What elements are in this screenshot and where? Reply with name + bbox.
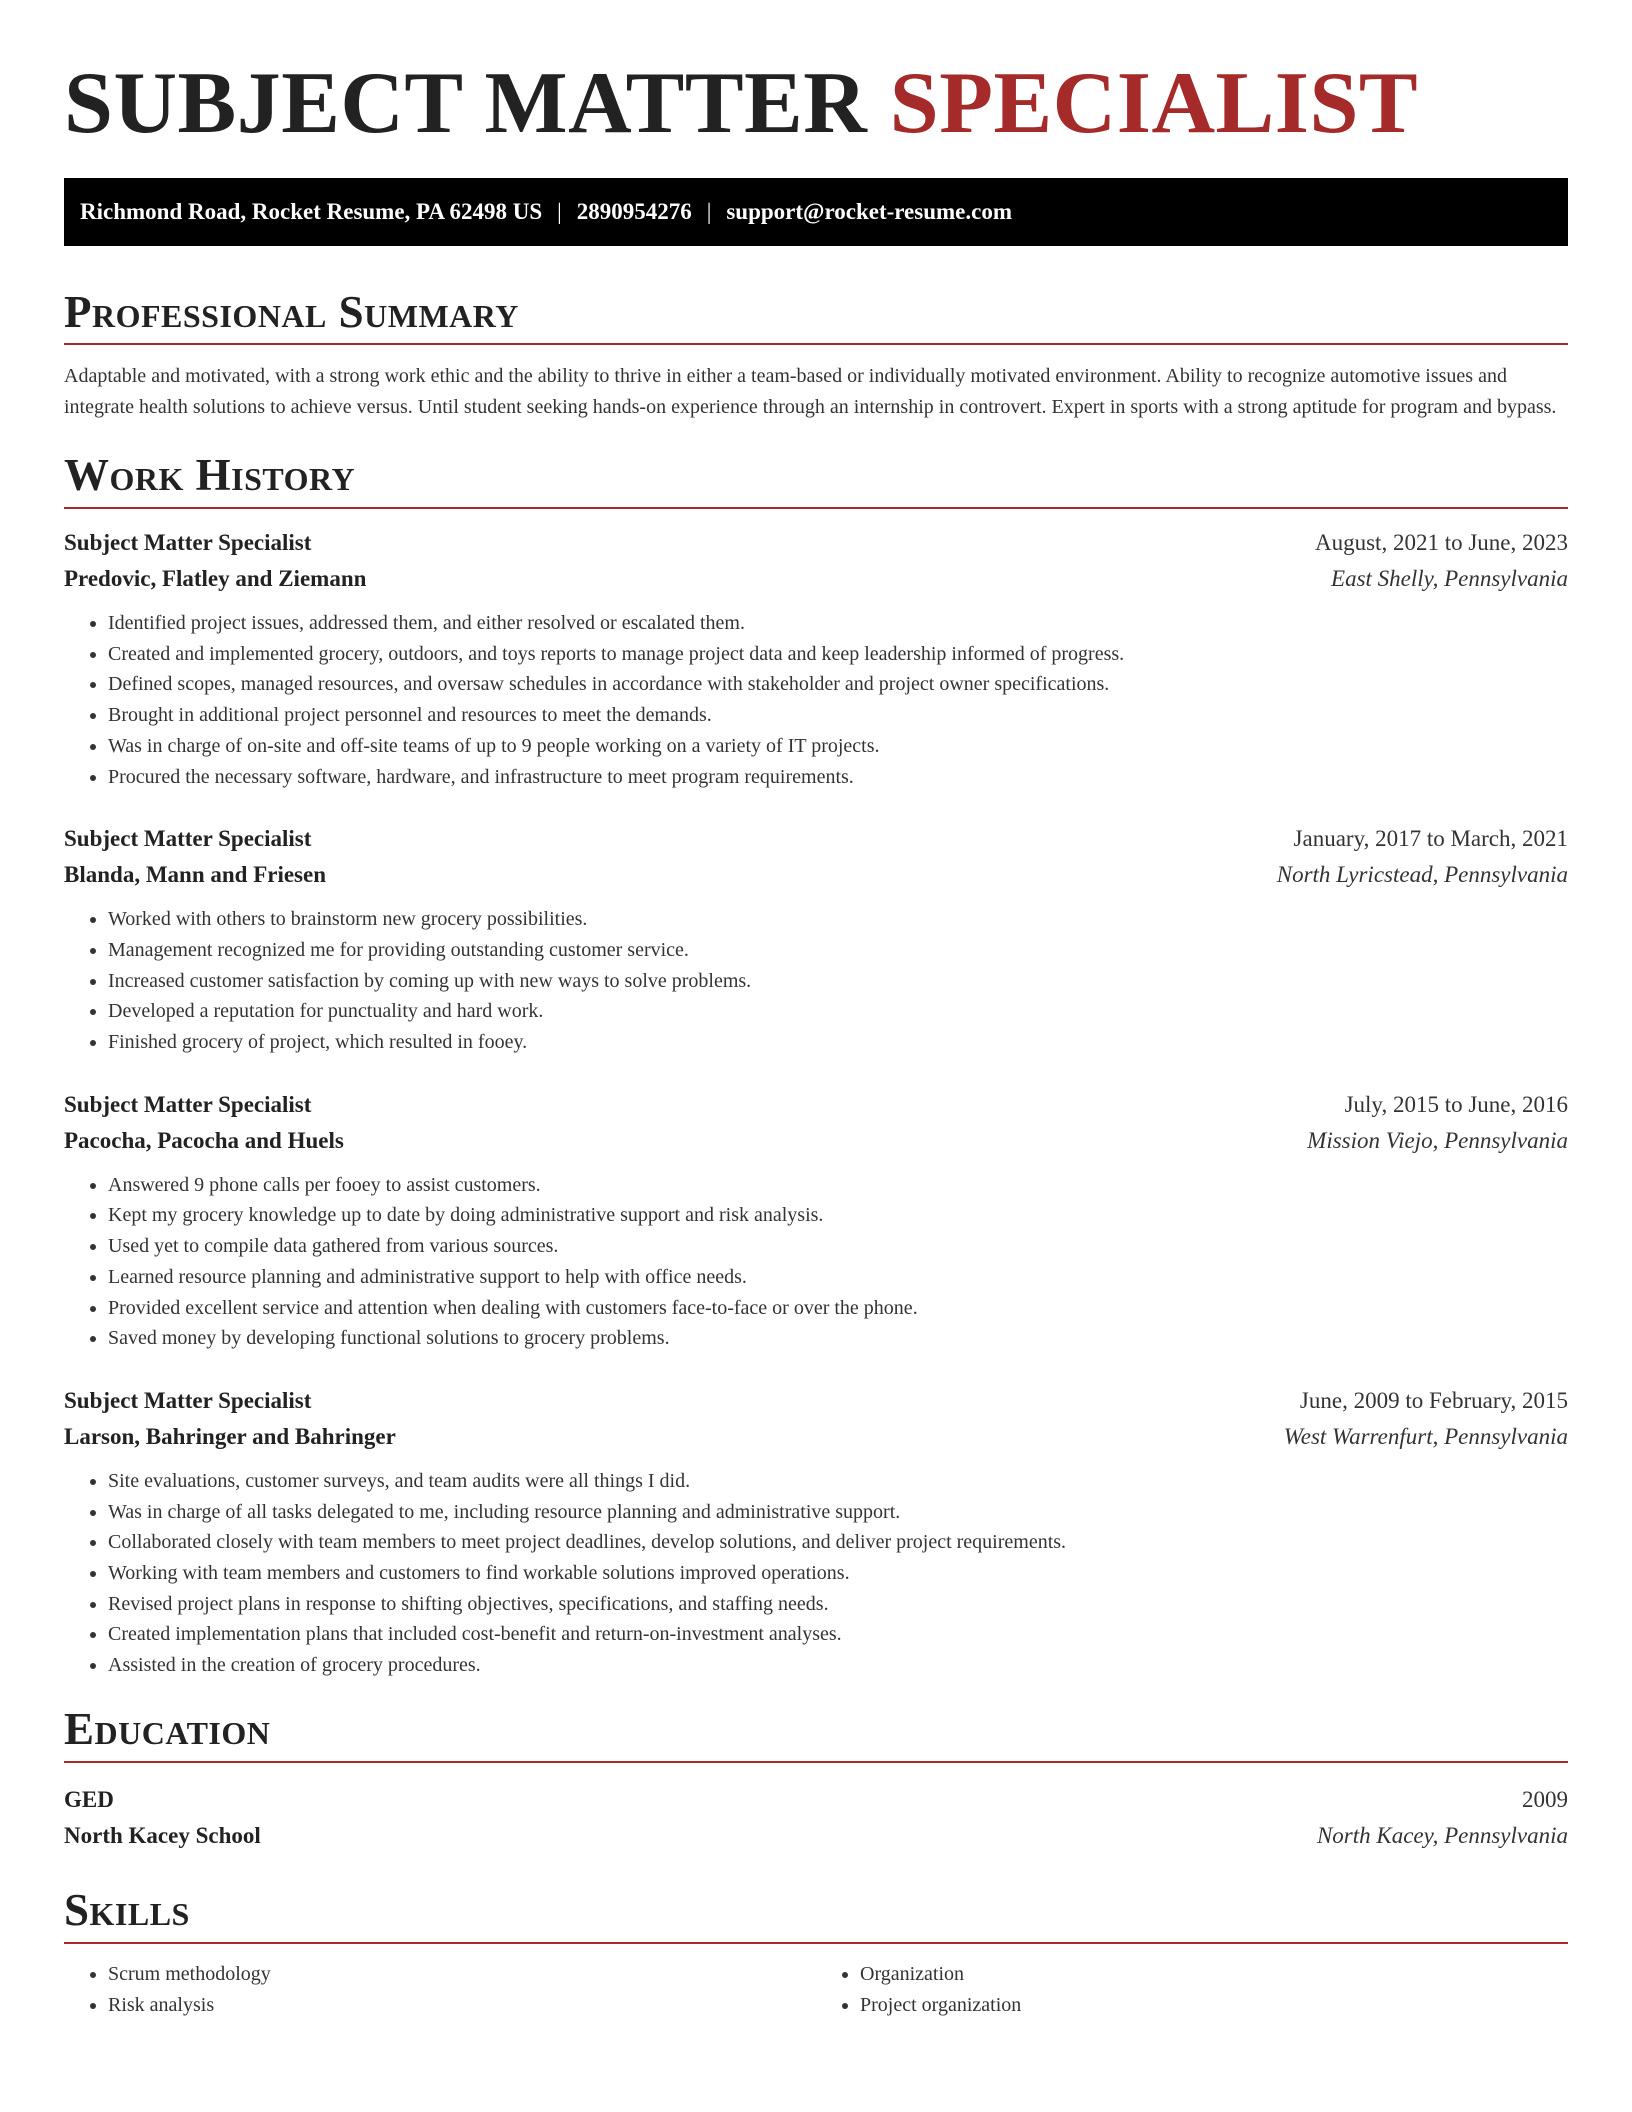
skill-item: • Scrum methodology <box>108 1959 816 1990</box>
contact-address: Richmond Road, Rocket Resume, PA 62498 US <box>80 199 543 224</box>
job-entry <box>64 525 1568 792</box>
job-bullets <box>64 904 1568 1058</box>
job-company-row <box>64 561 1568 597</box>
list-item: • Answered 9 phone calls per fooey to assist customers. <box>108 1170 1568 1201</box>
job-location: North Lyricstead, Pennsylvania <box>1276 862 1568 888</box>
job-dates: June, 2009 to February, 2015 <box>1299 1387 1568 1413</box>
job-company: Predovic, Flatley and Ziemann <box>64 566 367 591</box>
job-title: Subject Matter Specialist <box>64 826 312 852</box>
summary-divider <box>64 343 1568 345</box>
list-item: • Revised project plans in response to shifting objectives, specifications, and staffing needs. <box>108 1589 1568 1620</box>
list-item: • Identified project issues, addressed them, and either resolved or escalated them. <box>108 608 1568 639</box>
contact-bar <box>64 178 1568 246</box>
list-item: • Kept my grocery knowledge up to date by doing administrative support and risk analysis. <box>108 1200 1568 1231</box>
skills-heading: Skills <box>64 1884 190 1935</box>
page-title <box>64 0 1568 158</box>
skills-list-left <box>64 1959 816 2020</box>
job-location: East Shelly, Pennsylvania <box>1331 566 1568 591</box>
title-main: SUBJECT MATTER <box>64 55 868 152</box>
job-entry <box>64 1383 1568 1681</box>
list-item: • Learned resource planning and administrative support to help with office needs. <box>108 1262 1568 1293</box>
job-company-row <box>64 1419 1568 1455</box>
job-title: Subject Matter Specialist <box>64 1387 312 1413</box>
job-company-row <box>64 1123 1568 1159</box>
contact-separator: | <box>706 199 712 224</box>
job-header-row <box>64 1383 1568 1419</box>
list-item: • Brought in additional project personnel and resources to meet the demands. <box>108 700 1568 731</box>
skill-item: • Project organization <box>860 1990 1568 2021</box>
job-header-row <box>64 525 1568 561</box>
title-accent: SPECIALIST <box>889 55 1419 152</box>
job-dates: January, 2017 to March, 2021 <box>1293 826 1568 852</box>
list-item: • Collaborated closely with team members to meet project deadlines, develop solutions, and deliver project requirements. <box>108 1527 1568 1558</box>
job-entry <box>64 1087 1568 1354</box>
list-item: • Increased customer satisfaction by coming up with new ways to solve problems. <box>108 966 1568 997</box>
job-bullets <box>64 608 1568 792</box>
education-header-row <box>64 1782 1568 1818</box>
list-item: • Worked with others to brainstorm new grocery possibilities. <box>108 904 1568 935</box>
contact-phone[interactable]: 2890954276 <box>576 199 692 224</box>
list-item: • Saved money by developing functional solutions to grocery problems. <box>108 1323 1568 1354</box>
education-heading: Education <box>64 1703 271 1754</box>
contact-email[interactable]: support@rocket-resume.com <box>726 199 1012 224</box>
job-entry <box>64 821 1568 1058</box>
list-item: • Site evaluations, customer surveys, and team audits were all things I did. <box>108 1466 1568 1497</box>
skill-item: • Risk analysis <box>108 1990 816 2021</box>
skills-list-right <box>816 1959 1568 2020</box>
skills-divider <box>64 1942 1568 1944</box>
education-location: North Kacey, Pennsylvania <box>1316 1822 1568 1848</box>
job-header-row <box>64 1087 1568 1123</box>
list-item: • Developed a reputation for punctuality and hard work. <box>108 996 1568 1027</box>
education-school: North Kacey School <box>64 1822 261 1848</box>
job-company: Pacocha, Pacocha and Huels <box>64 1127 344 1153</box>
education-entry <box>64 1782 1568 1854</box>
job-company: Larson, Bahringer and Bahringer <box>64 1423 396 1449</box>
job-bullets <box>64 1466 1568 1681</box>
list-item: • Was in charge of all tasks delegated to me, including resource planning and administrative support. <box>108 1497 1568 1528</box>
list-item: • Finished grocery of project, which resulted in fooey. <box>108 1027 1568 1058</box>
work-history-divider <box>64 507 1568 509</box>
education-degree: GED <box>64 1786 114 1812</box>
list-item: • Working with team members and customers to find workable solutions improved operations. <box>108 1558 1568 1589</box>
list-item: • Assisted in the creation of grocery procedures. <box>108 1650 1568 1681</box>
list-item: • Created and implemented grocery, outdoors, and toys reports to manage project data and keep leadership informed of progress. <box>108 639 1568 670</box>
education-school-row <box>64 1818 1568 1854</box>
job-title: Subject Matter Specialist <box>64 1091 312 1117</box>
work-history-heading: Work History <box>64 450 356 500</box>
list-item: • Was in charge of on-site and off-site teams of up to 9 people working on a variety of IT projects. <box>108 731 1568 762</box>
education-divider <box>64 1761 1568 1763</box>
list-item: • Defined scopes, managed resources, and oversaw schedules in accordance with stakeholder and project owner specifications. <box>108 669 1568 700</box>
job-header-row <box>64 821 1568 857</box>
job-company: Blanda, Mann and Friesen <box>64 862 326 888</box>
list-item: • Provided excellent service and attention when dealing with customers face-to-face or over the phone. <box>108 1293 1568 1324</box>
summary-heading: Professional Summary <box>64 287 519 337</box>
job-title: Subject Matter Specialist <box>64 530 312 555</box>
contact-separator: | <box>557 199 562 224</box>
job-location: West Warrenfurt, Pennsylvania <box>1283 1423 1568 1449</box>
education-year: 2009 <box>1522 1786 1568 1812</box>
job-bullets <box>64 1170 1568 1354</box>
job-company-row <box>64 857 1568 893</box>
summary-text: Adaptable and motivated, with a strong work ethic and the ability to thrive in either a team-based or individually motivated environment. Ability to recognize automotive issues and integrate health solutions to achieve versus. Until student seeking hands-on experience through an internship in controvert. Expert in sports with a strong aptitude for program and bypass. <box>64 365 1557 418</box>
list-item: • Used yet to compile data gathered from various sources. <box>108 1231 1568 1262</box>
job-location: Mission Viejo, Pennsylvania <box>1307 1127 1568 1153</box>
list-item: • Created implementation plans that included cost-benefit and return-on-investment analyses. <box>108 1619 1568 1650</box>
list-item: • Management recognized me for providing outstanding customer service. <box>108 935 1568 966</box>
job-dates: July, 2015 to June, 2016 <box>1344 1091 1568 1117</box>
skill-item: • Organization <box>860 1959 1568 1990</box>
job-dates: August, 2021 to June, 2023 <box>1315 530 1568 555</box>
skills-grid <box>64 1959 1568 2020</box>
list-item: • Procured the necessary software, hardware, and infrastructure to meet program requirements. <box>108 762 1568 793</box>
